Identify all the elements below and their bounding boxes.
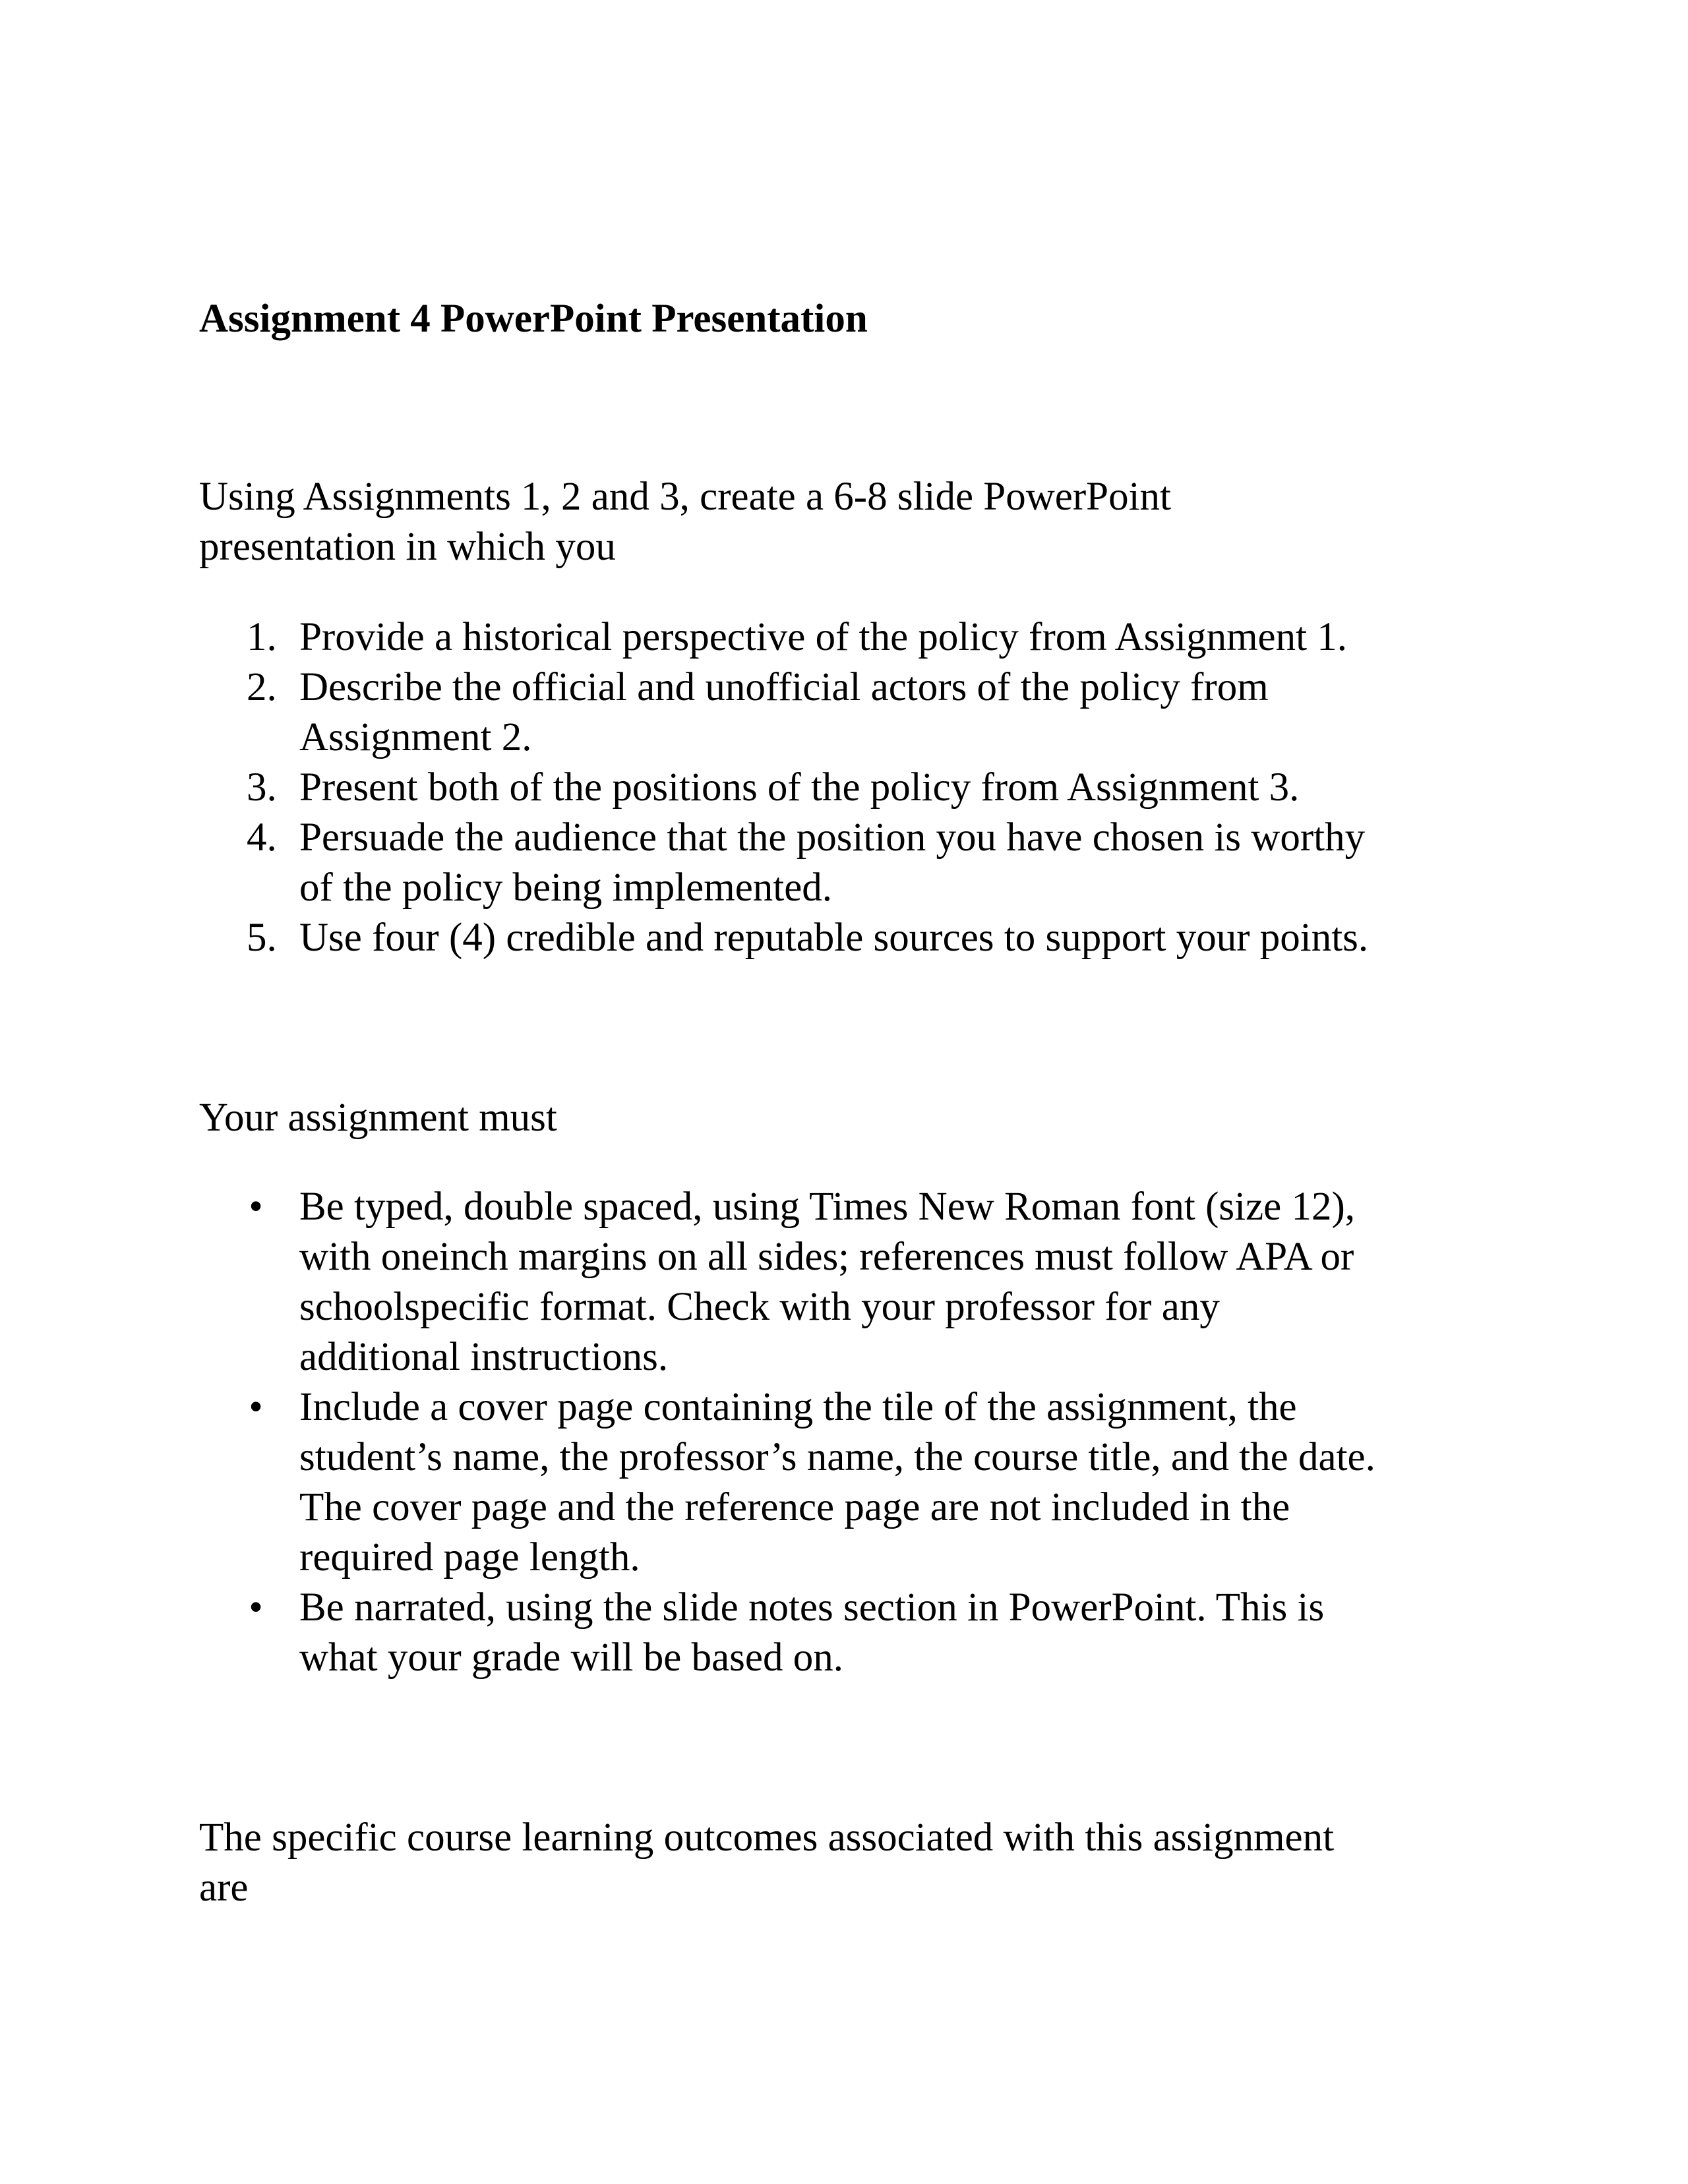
bullet-icon: • [249, 1385, 263, 1429]
bullet-item [199, 1182, 1551, 1382]
numbered-item [199, 612, 1551, 663]
requirements-heading-text: Your assignment must [199, 1096, 557, 1140]
bullet-item [199, 1382, 1551, 1583]
item-text: Persuade the audience that the position you have chosen is worthy [299, 815, 1366, 860]
intro-line: presentation in which you [199, 525, 616, 569]
item-text: Use four (4) credible and reputable sources to support your points. [299, 916, 1369, 960]
requirements-list [199, 1182, 1551, 1683]
item-text: with oneinch margins on all sides; references must follow APA or [299, 1235, 1354, 1279]
item-text: Be typed, double spaced, using Times New Roman font (size 12), [299, 1185, 1356, 1229]
numbered-list [199, 612, 1551, 963]
outcomes-paragraph [199, 1813, 1518, 1913]
item-number: 1. [247, 615, 277, 659]
item-number: 5. [247, 916, 277, 960]
item-text: The cover page and the reference page are not included in the [299, 1485, 1290, 1529]
outcomes-line: are [199, 1866, 249, 1910]
document-title: Assignment 4 PowerPoint Presentation [199, 297, 868, 341]
item-text: what your grade will be based on. [299, 1636, 843, 1680]
item-text: Present both of the positions of the policy from Assignment 3. [299, 765, 1300, 810]
numbered-item [199, 663, 1551, 763]
requirements-heading [199, 1093, 1518, 1143]
intro-paragraph [199, 472, 1518, 572]
item-text: additional instructions. [299, 1335, 669, 1379]
bullet-item [199, 1583, 1551, 1683]
numbered-item [199, 913, 1551, 963]
item-number: 4. [247, 815, 277, 860]
item-text: Be narrated, using the slide notes section in PowerPoint. This is [299, 1585, 1325, 1630]
item-number: 2. [247, 665, 277, 709]
outcomes-line: The specific course learning outcomes associated with this assignment [199, 1815, 1335, 1860]
item-text: of the policy being implemented. [299, 866, 833, 910]
numbered-item [199, 813, 1551, 913]
bullet-icon: • [249, 1185, 263, 1229]
item-text: student’s name, the professor’s name, the course title, and the date. [299, 1435, 1375, 1479]
numbered-item [199, 763, 1551, 813]
item-text: Provide a historical perspective of the policy from Assignment 1. [299, 615, 1348, 659]
item-number: 3. [247, 765, 277, 810]
item-text: schoolspecific format. Check with your professor for any [299, 1285, 1220, 1329]
item-text: Describe the official and unofficial actors of the policy from [299, 665, 1269, 709]
item-text: required page length. [299, 1535, 640, 1579]
intro-line: Using Assignments 1, 2 and 3, create a 6-8 slide PowerPoint [199, 475, 1171, 519]
item-text: Include a cover page containing the tile of the assignment, the [299, 1385, 1297, 1429]
item-text: Assignment 2. [299, 715, 532, 759]
bullet-icon: • [249, 1585, 263, 1630]
